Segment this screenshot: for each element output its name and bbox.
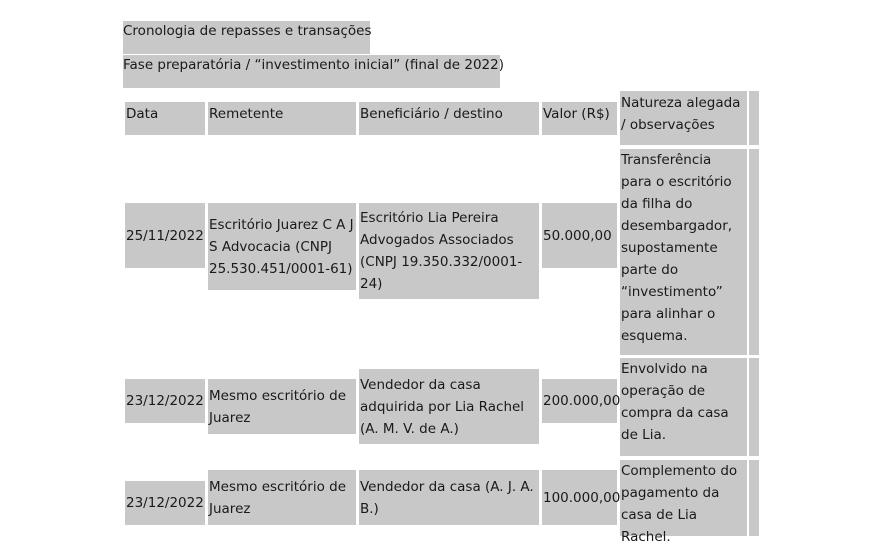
table-edge-strip <box>749 149 759 355</box>
row-3-value: 100.000,00 <box>542 470 617 525</box>
table-edge-strip <box>749 91 759 145</box>
row-1-sender: Escritório Juarez C A J S Advocacia (CNPJ 25.530.451/0001-61) <box>208 203 356 290</box>
row-2-value: 200.000,00 <box>542 379 617 423</box>
row-3-notes: Complemento do pagamento da casa de Lia Rachel. <box>620 460 747 536</box>
row-2-sender: Mesmo escritório de Juarez <box>208 379 356 434</box>
row-2-beneficiary: Vendedor da casa adquirida por Lia Rachel (A. M. V. de A.) <box>359 369 539 444</box>
row-2-notes: Envolvido na operação de compra da casa de Lia. <box>620 358 747 456</box>
row-1-notes: Transferência para o escritório da filha do desembargador, supostamente parte do “investimento” para alinhar o esquema. <box>620 149 747 355</box>
column-header-beneficiary: Beneficiário / destino <box>359 102 539 135</box>
row-1-value: 50.000,00 <box>542 203 617 268</box>
document-heading: Cronologia de repasses e transações <box>123 21 370 54</box>
row-3-beneficiary: Vendedor da casa (A. J. A. B.) <box>359 470 539 525</box>
column-header-date: Data <box>125 102 205 135</box>
column-header-value: Valor (R$) <box>542 102 617 135</box>
table-edge-strip <box>749 460 759 536</box>
row-1-date: 25/11/2022 <box>125 203 205 268</box>
document-subheading: Fase preparatória / “investimento inicial” (final de 2022) <box>123 55 500 88</box>
row-1-beneficiary: Escritório Lia Pereira Advogados Associados (CNPJ 19.350.332/0001-24) <box>359 203 539 299</box>
column-header-notes: Natureza alegada / observações <box>620 91 747 145</box>
table-edge-strip <box>749 358 759 456</box>
row-3-date: 23/12/2022 <box>125 481 205 525</box>
row-3-sender: Mesmo escritório de Juarez <box>208 470 356 525</box>
column-header-sender: Remetente <box>208 102 356 135</box>
row-2-date: 23/12/2022 <box>125 379 205 423</box>
